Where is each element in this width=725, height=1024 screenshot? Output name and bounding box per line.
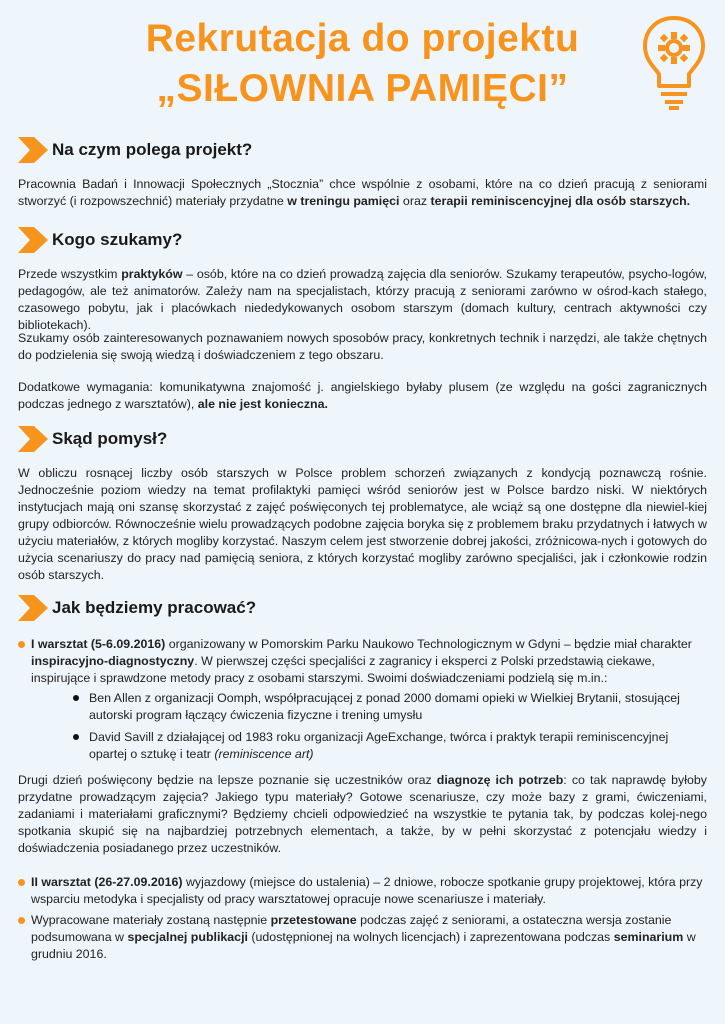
- paragraph-project: [18, 176, 707, 210]
- paragraph-who-3: [18, 379, 707, 413]
- section-heading-text: Skąd pomysł?: [52, 429, 168, 448]
- section-heading-who: [18, 226, 182, 254]
- arrow-icon: [18, 137, 48, 163]
- bold-text: ale nie jest konieczna.: [197, 397, 328, 411]
- lightbulb-gear-icon: [641, 14, 707, 110]
- text: Dodatkowe wymagania: komunikatywna znajomość j. angielskiego byłaby plusem (ze względu na gości zagranicznych podczas jednego z warsztatów),: [18, 380, 707, 411]
- section-heading-idea: [18, 425, 167, 453]
- text: oraz: [399, 194, 431, 208]
- paragraph-idea: W obliczu rosnącej liczby osób starszych w Polsce problem schorzeń związanych z kondycją poznawczą rośnie. Jednocześnie poziom wiedzy na temat profilaktyki pamięci wśród seniorów jest w Polsce bardzo niski. W niektórych instytucjach mają oni szansę skorzystać z zajęć poświęconych tej problematyce, ale wciąż są one dostępne dla niewiel-kiej grupy odbiorców. Równocześnie wielu prowadzących podobne zajęcia boryka się z problemem braku przydatnych i łatwych w użyciu materiałów, z których mogliby korzystać. Naszym celem jest stworzenie dobrej jakości, zróżnicowa-nych i gotowych do użycia scenariuszy do pracy nad pamięcią seniora, z których korzystać mogliby zarówno specjaliści, jak i członkowie rodzin osób starszych.: [18, 466, 707, 582]
- bold-text: przetestowane: [270, 913, 357, 927]
- text: Wypracowane materiały zostaną następnie: [31, 913, 271, 927]
- bold-text: w treningu pamięci: [287, 194, 400, 208]
- section-heading-how: [18, 594, 256, 622]
- bold-text: inspiracyjno-diagnostyczny: [31, 654, 195, 668]
- text: organizowany w Pomorskim Parku Naukowo Technologicznym w Gdyni – będzie miał charakter: [165, 637, 692, 651]
- workshop-list-2: [18, 874, 708, 963]
- list-item-speaker-2: [89, 729, 708, 763]
- text: (udostępnionej na wolnych licencjach) i zaprezentowana podczas: [247, 930, 614, 944]
- bold-text: specjalnej publikacji: [127, 930, 248, 944]
- workshop-list-1: [18, 636, 708, 768]
- bold-text: seminarium: [613, 930, 684, 944]
- section-heading-text: Jak będziemy pracować?: [52, 598, 257, 617]
- arrow-icon: [18, 227, 48, 253]
- section-heading-project: [18, 136, 252, 164]
- list-item-speaker-1: Ben Allen z organizacji Oomph, współpracującej z ponad 2000 domami opieki w Wielkiej Brytanii, stosującej autorski program łączący ćwiczenia fizyczne i trening umysłu: [89, 690, 708, 724]
- text: David Savill z działającej od 1983 roku organizacji AgeExchange, twórca i praktyk terapii reminiscencyjnej opartej o sztukę i teatr: [89, 730, 669, 761]
- speakers-list: [31, 690, 708, 763]
- bold-text: diagnozę ich potrzeb: [436, 773, 564, 787]
- paragraph-day-two: [18, 772, 707, 857]
- section-heading-text: Kogo szukamy?: [52, 230, 183, 249]
- paragraph-who-1: [18, 266, 707, 334]
- bold-text: praktyków: [121, 267, 183, 281]
- text: . W pierwszej części specjaliści z zagranicy i eksperci z Polski przedstawią ciekawe, inspirujące i sprawdzone metody pracy z osobami starszymi. Swoimi doświadczeniami podzielą się m.in.:: [31, 654, 655, 685]
- italic-text: (reminiscence art): [214, 747, 314, 761]
- arrow-icon: [18, 595, 48, 621]
- list-item-testing: [18, 912, 708, 963]
- section-heading-text: Na czym polega projekt?: [52, 140, 253, 159]
- arrow-icon: [18, 426, 48, 452]
- page-title: [0, 14, 725, 114]
- text: – osób, które na co dzień prowadzą zajęcia dla seniorów. Szukamy terapeutów, psycho-logów, pedagogów, ale też animatorów. Zależy nam na specjalistach, którzy pracują z seniorami zarówno w ośrod-kach stałego, czasowego pobytu, jak i placówkach niededykowanych osobom starszym (domach kultury, centrach aktywności czy bibliotekach).: [18, 267, 708, 332]
- text: podczas zajęć z seniorami, a ostateczna wersja zostanie podsumowana w: [31, 913, 672, 944]
- paragraph-who-2: Szukamy osób zainteresowanych poznawaniem nowych sposobów pracy, konkretnych technik i narzędzi, ale także chętnych do podzielenia się swoją wiedzą i doświadczeniem z tego obszaru.: [18, 331, 707, 362]
- text: w grudniu 2016.: [31, 930, 696, 961]
- list-item-workshop-2: [18, 874, 708, 908]
- text: wyjazdowy (miejsce do ustalenia) – 2 dniowe, robocze spotkanie grupy projektowej, która przy wsparciu metodyka i specjalisty od pracy warsztatowej opracuje nowe scenariusze i materiały.: [31, 875, 703, 906]
- bold-text: terapii reminiscencyjnej dla osób starszych.: [430, 194, 691, 208]
- title-line-1: Rekrutacja do projektu: [145, 17, 580, 60]
- title-line-2: „SIŁOWNIA PAMIĘCI”: [156, 67, 569, 110]
- text: : co tak naprawdę byłoby przydatne prowadzącym zajęcia? Jakiego typu materiały? Gotowe scenariusze, czy może bazy z grami, ćwiczeniami, zadaniami i materiałami graficznymi? Będziemy chcieli odpowiedzieć na wszystkie te pytania tak, by podczas kolej-nego spotkania skupić się na najbardziej potrzebnych elementach, a także, by w pełni skorzystać z potencjału wiedzy i doświadczenia posiadanego przez uczestników.: [18, 773, 707, 855]
- text: Pracownia Badań i Innowacji Społecznych „Stocznia” chce wspólnie z osobami, które na co dzień pracują z seniorami stworzyć (i rozpowszechnić) materiały przydatne: [18, 177, 707, 208]
- list-item-workshop-1: [18, 636, 708, 763]
- text: Drugi dzień poświęcony będzie na lepsze poznanie się uczestników oraz: [18, 773, 437, 787]
- bold-text: II warsztat (26-27.09.2016): [31, 875, 183, 889]
- text: Przede wszystkim: [18, 267, 122, 281]
- bold-text: I warsztat (5-6.09.2016): [31, 637, 166, 651]
